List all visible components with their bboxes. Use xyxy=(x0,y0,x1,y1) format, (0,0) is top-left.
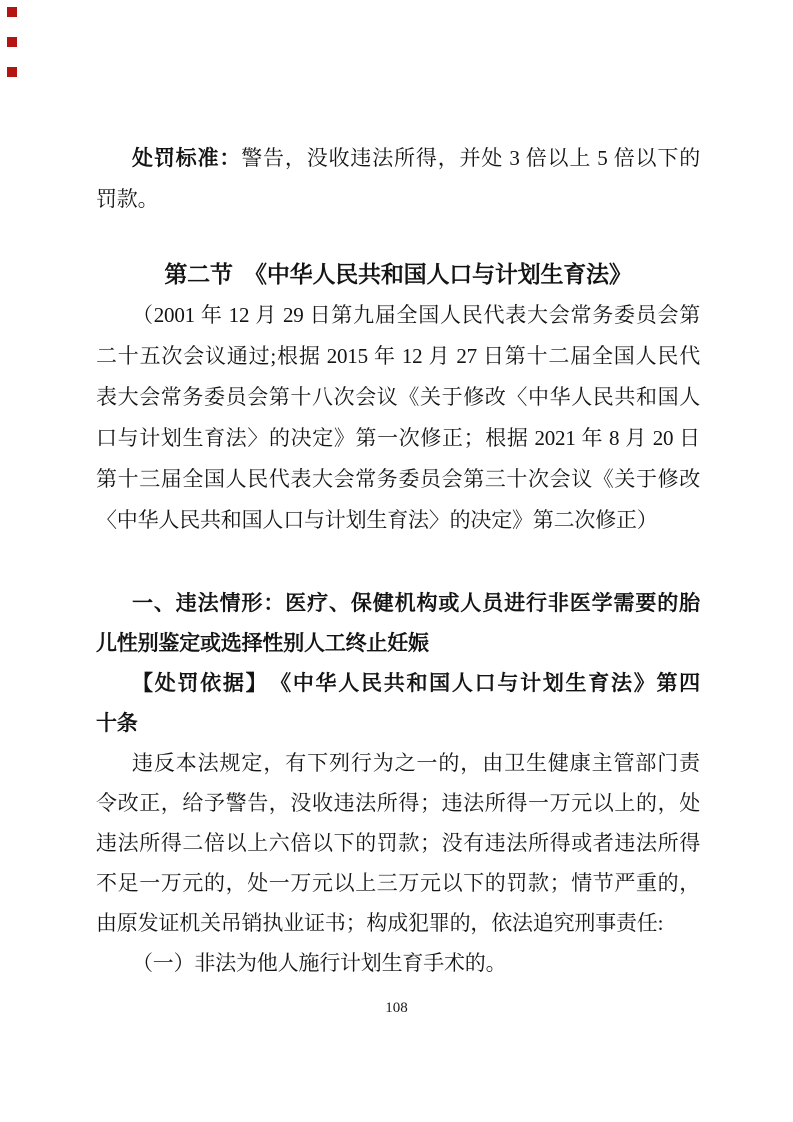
text-line: 〈中华人民共和国人口与计划生育法〉的决定》第二次修正） xyxy=(96,508,658,532)
page-number: 108 xyxy=(385,1000,408,1016)
text-line: （一）非法为他人施行计划生育手术的。 xyxy=(132,951,507,975)
article-40-body xyxy=(96,743,700,943)
document-body xyxy=(96,138,700,983)
text-line: 口与计划生育法〉的决定》第一次修正；根据 2021 年 8 月 20 日 xyxy=(96,426,700,450)
paragraph-label: 处罚标准： xyxy=(132,146,242,170)
text-line: （2001 年 12 月 29 日第九届全国人民代表大会常务委员会第 xyxy=(132,303,700,327)
red-mark xyxy=(7,7,17,17)
text-line: 第二节 《中华人民共和国人口与计划生育法》 xyxy=(164,262,632,287)
text-line: 儿性别鉴定或选择性别人工终止妊娠 xyxy=(96,631,429,655)
red-mark xyxy=(7,67,17,77)
text-line: 表大会常务委员会第十八次会议《关于修改〈中华人民共和国人 xyxy=(96,385,700,409)
violation-item-heading xyxy=(96,583,700,663)
text-line: 十条 xyxy=(96,711,138,735)
text-line: 二十五次会议通过;根据 2015 年 12 月 27 日第十二届全国人民代 xyxy=(96,344,700,368)
red-mark xyxy=(7,37,17,47)
enactment-note xyxy=(96,295,700,541)
text-line: 违法所得二倍以上六倍以下的罚款；没有违法所得或者违法所得 xyxy=(96,831,700,855)
text-line: 不足一万元的，处一万元以上三万元以下的罚款；情节严重的， xyxy=(96,871,700,895)
penalty-standard-paragraph xyxy=(96,138,700,220)
text-line: 处罚标准：警告，没收违法所得，并处 3 倍以上 5 倍以下的 xyxy=(132,146,700,170)
page-footer xyxy=(0,999,793,1017)
section-heading xyxy=(96,254,700,295)
text-line: 由原发证机关吊销执业证书；构成犯罪的，依法追究刑事责任: xyxy=(96,911,664,935)
clause-1 xyxy=(96,943,700,983)
penalty-basis xyxy=(96,663,700,743)
text-line: 罚款。 xyxy=(96,187,159,211)
text-line: 【处罚依据】 《中华人民共和国人口与计划生育法》第四 xyxy=(132,671,700,695)
text-line: 违反本法规定，有下列行为之一的，由卫生健康主管部门责 xyxy=(132,751,700,775)
text-line: 第十三届全国人民代表大会常务委员会第三十次会议《关于修改 xyxy=(96,467,700,491)
text-line: 一、违法情形：医疗、保健机构或人员进行非医学需要的胎 xyxy=(132,591,700,615)
text-line: 令改正，给予警告，没收违法所得；违法所得一万元以上的，处 xyxy=(96,791,700,815)
